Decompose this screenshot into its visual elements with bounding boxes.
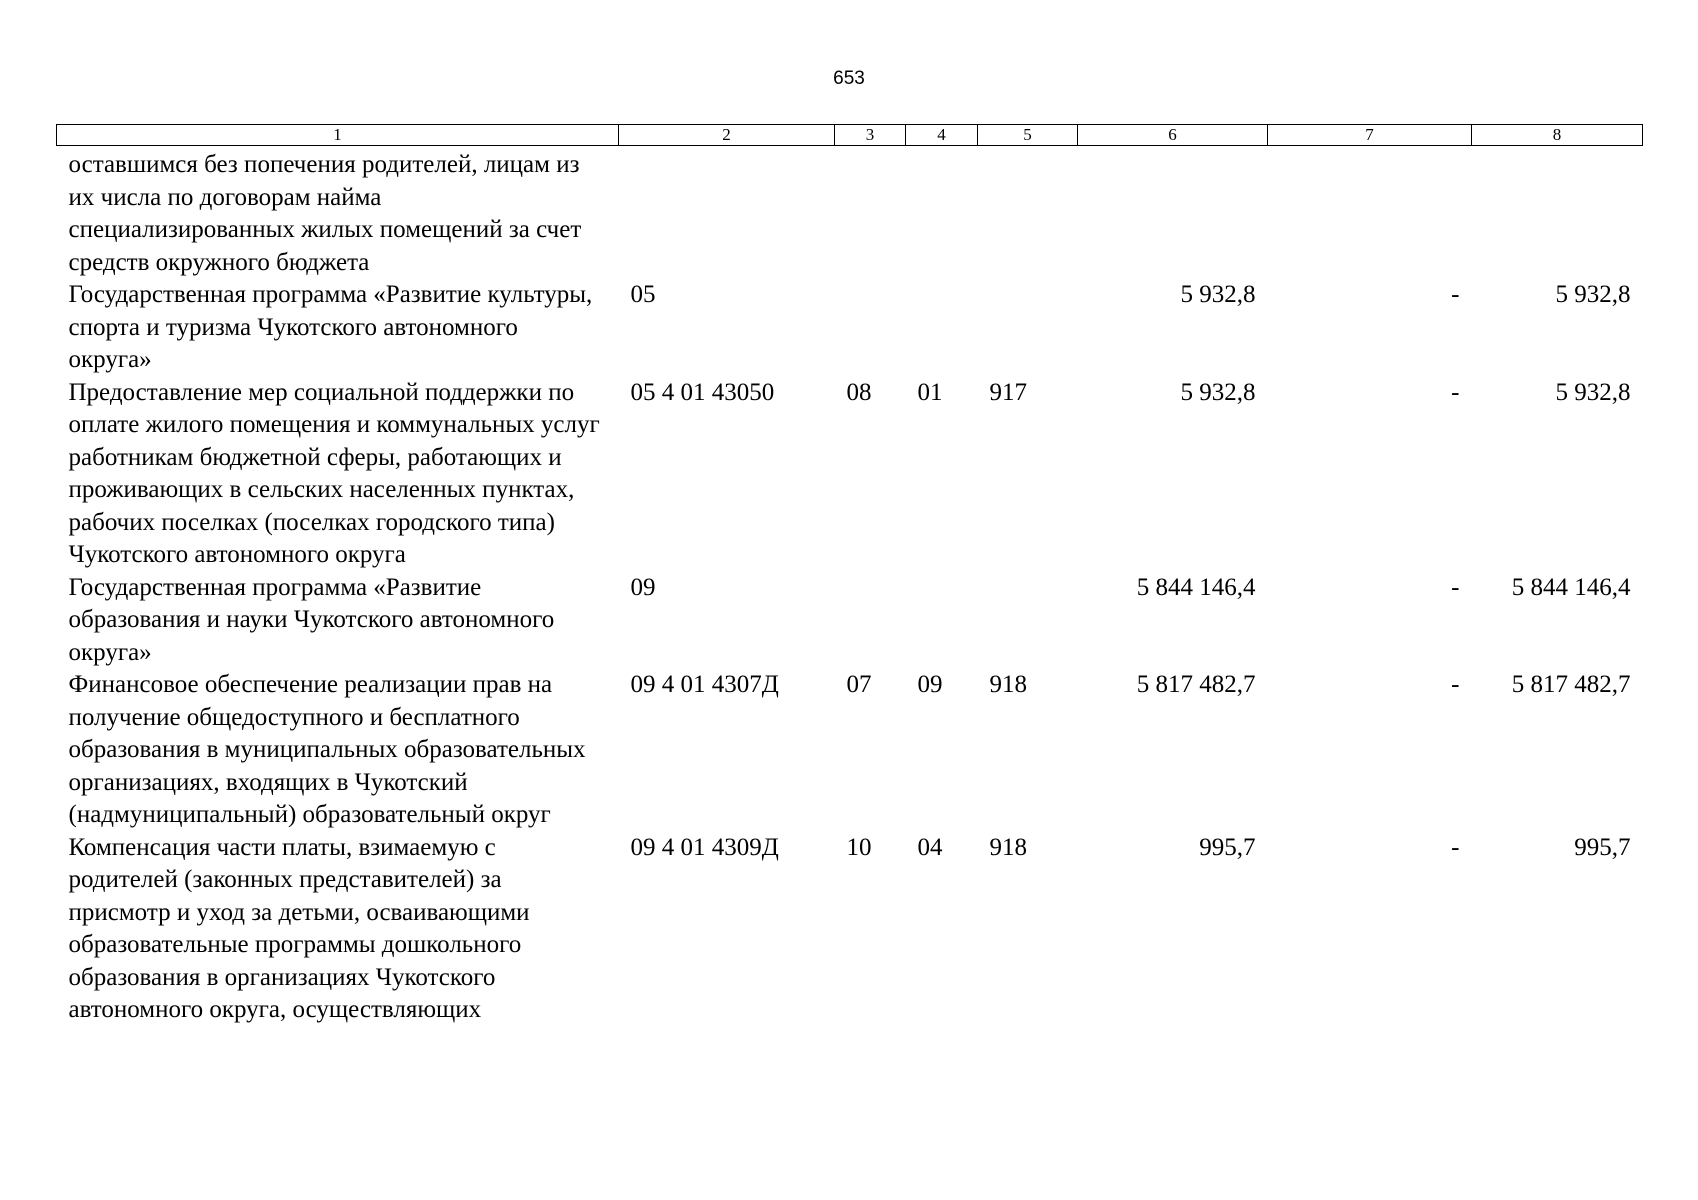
row-expense-type: 918 <box>989 833 1027 861</box>
row-expense-type: 918 <box>989 671 1027 698</box>
header-row <box>57 125 1643 146</box>
row-section: 08 <box>846 378 872 406</box>
row-name: Государственная программа «Развитие культуры, спорта и туризма Чукотского автономного округа» <box>68 281 593 373</box>
row-expense-type: 917 <box>989 378 1027 406</box>
row-change: - <box>1451 833 1460 861</box>
row-amount-total <box>1472 146 1643 280</box>
row-subsection: 09 <box>917 671 943 698</box>
row-subsection <box>906 572 978 670</box>
row-amount: 5 844 146,4 <box>1136 573 1256 601</box>
row-amount: 5 817 482,7 <box>1136 671 1256 698</box>
row-expense-type <box>978 279 1078 377</box>
header-col-4: 4 <box>906 125 978 146</box>
table-row <box>57 669 1643 832</box>
row-target-code: 05 <box>630 281 656 308</box>
row-subsection: 04 <box>917 833 943 861</box>
table-row <box>57 572 1643 670</box>
header-col-7: 7 <box>1268 125 1472 146</box>
row-target-code <box>619 146 835 280</box>
row-subsection <box>906 279 978 377</box>
row-target-code: 05 4 01 43050 <box>630 378 775 406</box>
budget-table <box>56 124 1643 1027</box>
row-subsection: 01 <box>917 378 943 406</box>
row-section: 10 <box>846 833 872 861</box>
header-col-3: 3 <box>835 125 906 146</box>
table-row <box>57 279 1643 377</box>
row-amount-total: 995,7 <box>1574 833 1631 861</box>
header-col-2: 2 <box>619 125 835 146</box>
table-row <box>57 146 1643 280</box>
row-section <box>835 279 906 377</box>
row-target-code: 09 4 01 4309Д <box>630 833 779 861</box>
row-section <box>835 572 906 670</box>
row-target-code: 09 <box>630 573 656 601</box>
row-section: 07 <box>846 671 872 698</box>
row-amount: 5 932,8 <box>1180 281 1256 308</box>
page-number: 653 <box>833 68 865 89</box>
row-name: Государственная программа «Развитие образования и науки Чукотского автономного округа» <box>68 573 555 666</box>
row-name: Компенсация части платы, взимаемую с родителей (законных представителей) за присмотр и уход за детьми, осваивающими образовательные программы дошкольного образования в организациях Чукотского автономного округа, осуществляющих <box>68 833 530 1023</box>
header-col-8: 8 <box>1472 125 1643 146</box>
header-col-6: 6 <box>1078 125 1268 146</box>
row-amount: 995,7 <box>1199 833 1256 861</box>
row-name: Финансовое обеспечение реализации прав на получение общедоступного и бесплатного образования в муниципальных образовательных организациях, входящих в Чукотский (надмуниципальный) образовательный округ <box>68 671 586 828</box>
row-name: Предоставление мер социальной поддержки по оплате жилого помещения и коммунальных услуг работникам бюджетной сферы, работающих и проживающих в сельских населенных пунктах, рабочих поселках (поселках городского типа) Чукотского автономного округа <box>68 378 600 568</box>
row-target-code: 09 4 01 4307Д <box>630 671 779 698</box>
row-section <box>835 146 906 280</box>
row-expense-type <box>978 572 1078 670</box>
row-amount-total: 5 817 482,7 <box>1511 671 1631 698</box>
row-change <box>1268 146 1472 280</box>
row-subsection <box>906 146 978 280</box>
header-col-5: 5 <box>978 125 1078 146</box>
row-amount <box>1078 146 1268 280</box>
header-col-1: 1 <box>57 125 619 146</box>
row-amount: 5 932,8 <box>1180 378 1256 406</box>
row-amount-total: 5 844 146,4 <box>1511 573 1631 601</box>
table-row <box>57 377 1643 572</box>
row-change: - <box>1451 281 1460 308</box>
row-change: - <box>1451 573 1460 601</box>
row-expense-type <box>978 146 1078 280</box>
row-change: - <box>1451 378 1460 406</box>
row-amount-total: 5 932,8 <box>1555 281 1631 308</box>
row-change: - <box>1451 671 1460 698</box>
table-row <box>57 832 1643 1027</box>
row-amount-total: 5 932,8 <box>1555 378 1631 406</box>
row-name: оставшимся без попечения родителей, лицам из их числа по договорам найма специализированных жилых помещений за счет средств окружного бюджета <box>68 151 582 276</box>
